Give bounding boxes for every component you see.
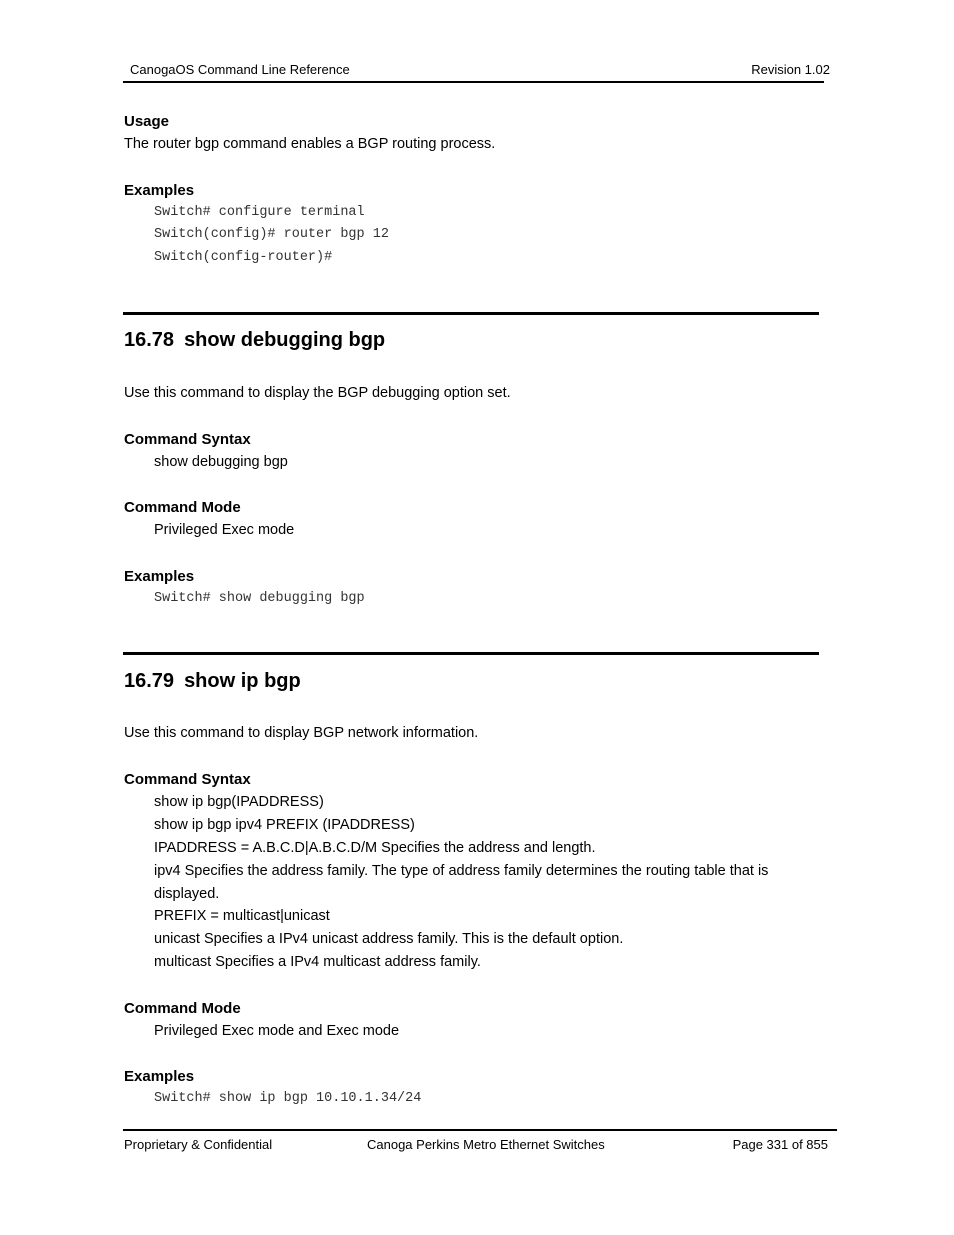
examples-label: Examples xyxy=(124,1068,195,1085)
section-description: Use this command to display the BGP debugging option set. xyxy=(124,385,511,401)
section-title: show ip bgp xyxy=(184,670,301,692)
syntax-line: multicast Specifies a IPv4 multicast address family. xyxy=(154,954,481,970)
command-syntax: show debugging bgp xyxy=(154,454,288,470)
section-heading-16-79 xyxy=(124,670,301,693)
syntax-line: show ip bgp(IPADDRESS) xyxy=(154,794,324,810)
code-line: Switch(config)# router bgp 12 xyxy=(154,227,389,242)
header-title: CanogaOS Command Line Reference xyxy=(130,62,350,77)
header-rule xyxy=(123,81,824,83)
section-number: 16.79 xyxy=(124,670,175,692)
syntax-line: IPADDRESS = A.B.C.D|A.B.C.D/M Specifies the address and length. xyxy=(154,840,596,856)
section-heading-16-78 xyxy=(124,329,385,352)
header-revision: Revision 1.02 xyxy=(751,62,830,77)
command-mode-label: Command Mode xyxy=(124,499,241,516)
command-syntax-label: Command Syntax xyxy=(124,771,251,788)
code-line: Switch# show ip bgp 10.10.1.34/24 xyxy=(154,1091,422,1106)
usage-text: The router bgp command enables a BGP routing process. xyxy=(124,136,496,152)
code-line: Switch# configure terminal xyxy=(154,205,365,220)
footer-page-number: Page 331 of 855 xyxy=(732,1137,828,1152)
syntax-line: show ip bgp ipv4 PREFIX (IPADDRESS) xyxy=(154,817,415,833)
code-line: Switch# show debugging bgp xyxy=(154,591,365,606)
footer-confidential: Proprietary & Confidential xyxy=(124,1137,273,1152)
usage-label: Usage xyxy=(124,113,170,130)
section-rule xyxy=(123,652,819,655)
syntax-line: displayed. xyxy=(154,886,220,902)
section-rule xyxy=(123,312,819,315)
code-line: Switch(config-router)# xyxy=(154,250,333,265)
section-title: show debugging bgp xyxy=(184,329,386,351)
syntax-line: ipv4 Specifies the address family. The type of address family determines the routing table that is xyxy=(154,863,769,879)
footer-rule xyxy=(123,1129,837,1131)
command-mode-label: Command Mode xyxy=(124,1000,241,1017)
syntax-line: unicast Specifies a IPv4 unicast address family. This is the default option. xyxy=(154,931,624,947)
command-mode: Privileged Exec mode xyxy=(154,522,295,538)
section-description: Use this command to display BGP network information. xyxy=(124,725,479,741)
command-mode: Privileged Exec mode and Exec mode xyxy=(154,1023,400,1039)
syntax-line: PREFIX = multicast|unicast xyxy=(154,908,330,924)
examples-label: Examples xyxy=(124,182,195,199)
section-number: 16.78 xyxy=(124,329,175,351)
command-syntax-label: Command Syntax xyxy=(124,431,251,448)
footer-product: Canoga Perkins Metro Ethernet Switches xyxy=(367,1137,605,1152)
examples-label: Examples xyxy=(124,568,195,585)
